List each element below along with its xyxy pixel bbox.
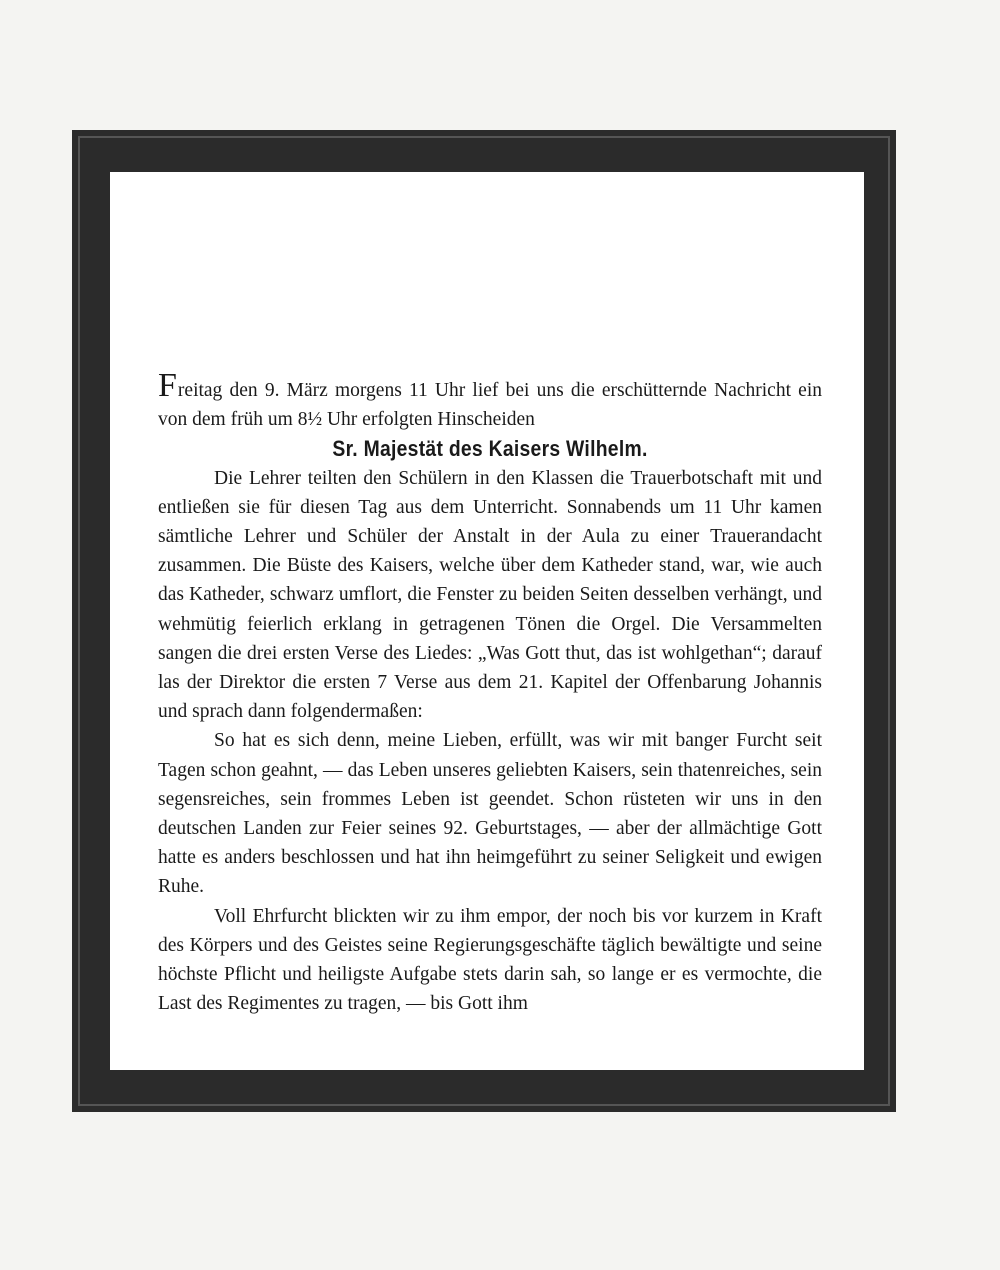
emperor-heading: Sr. Majestät des Kaisers Wilhelm. [332, 436, 648, 462]
lead-text: reitag den 9. März morgens 11 Uhr lief bei uns die erschütternde Nachricht ein von dem früh um 8½ Uhr erfolgten Hinscheiden [158, 380, 822, 431]
document-body [158, 367, 822, 1018]
paragraph-announcement: Die Lehrer teilten den Schülern in den Klassen die Trauerbotschaft mit und entließen sie für diesen Tag aus dem Unterricht. Sonnabends um 11 Uhr kamen sämtliche Lehrer und Schüler der Anstalt in der Aula zu einer Trauerandacht zusammen. Die Büste des Kaisers, welche über dem Katheder stand, war, wie auch das Katheder, schwarz umflort, die Fenster zu beiden Seiten desselben verhängt, und wehmütig feierlich erklang in getragenen Tönen die Orgel. Die Versammelten sangen die drei ersten Verse des Liedes: „Was Gott thut, das ist wohlgethan“; darauf las der Direktor die ersten 7 Verse aus dem 21. Kapitel der Offenbarung Johannis und sprach dann folgendermaßen: [158, 467, 822, 723]
drop-cap: F [158, 367, 177, 404]
show-through-text [150, 210, 830, 239]
paragraph-speech-continued: Voll Ehrfurcht blickten wir zu ihm empor, der noch bis vor kurzem in Kraft des Körpers und des Geistes seine Regierungsgeschäfte täglich bewältigte und seine höchste Pflicht und heiligste Aufgabe stets darin sah, so lange er es vermochte, die Last des Regimentes zu tragen, — bis Gott ihm [158, 905, 822, 1015]
lead-paragraph [158, 367, 822, 434]
paragraph-speech-opening: So hat es sich denn, meine Lieben, erfüllt, was wir mit banger Furcht seit Tagen schon geahnt, — das Leben unseres geliebten Kaisers, sein thatenreiches, sein segensreiches, sein frommes Leben ist geendet. Schon rüsteten wir uns in den deutschen Landen zur Feier seines 92. Geburtstages, — aber der allmächtige Gott hatte es anders beschlossen und hat ihn heimgeführt zu seiner Seligkeit und ewigen Ruhe. [158, 730, 822, 898]
